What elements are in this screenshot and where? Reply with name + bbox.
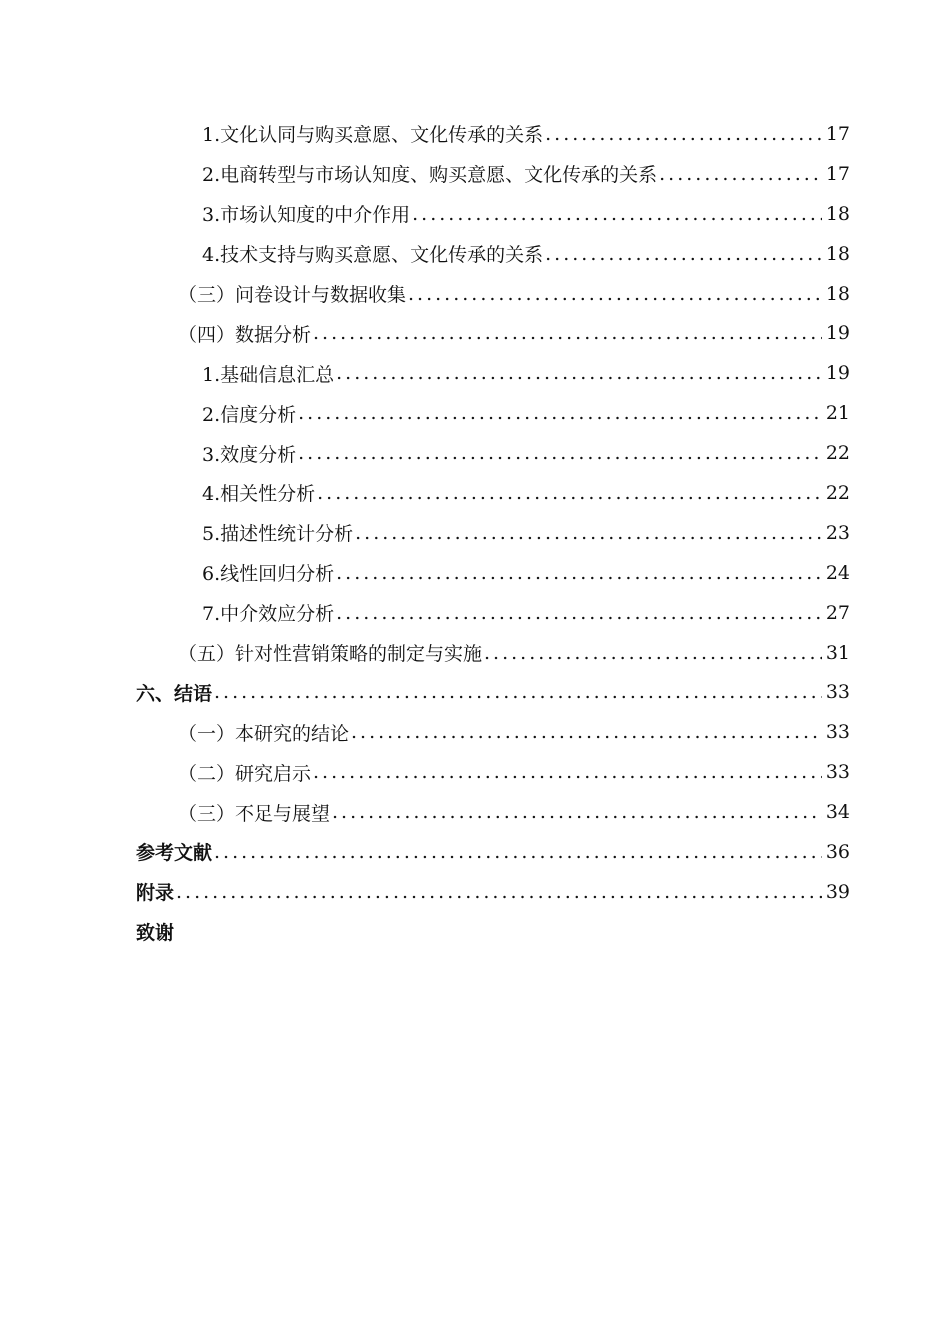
toc-entry[interactable] [0, 513, 950, 553]
toc-entry-page: 33 [825, 761, 850, 784]
toc-entry[interactable] [0, 274, 950, 314]
dot-leader [336, 602, 822, 624]
dot-leader [176, 881, 822, 903]
dot-leader [214, 841, 822, 863]
toc-entry-page: 19 [825, 362, 850, 385]
dot-leader [336, 362, 822, 384]
toc-entry-title: （一）本研究的结论 [178, 722, 350, 745]
toc-entry[interactable] [0, 712, 950, 752]
toc-entry[interactable] [0, 473, 950, 513]
toc-chapter[interactable] [0, 832, 950, 872]
toc-entry-page: 21 [825, 402, 850, 425]
toc-entry-title: 参考文献 [136, 842, 213, 865]
toc-entry-page: 18 [825, 242, 850, 265]
toc-entry-page: 27 [825, 601, 850, 624]
toc-entry-title: 1.基础信息汇总 [202, 363, 335, 386]
dot-leader [313, 322, 822, 344]
dot-leader [298, 442, 822, 464]
toc-entry-title: 4.技术支持与购买意愿、文化传承的关系 [202, 244, 544, 267]
toc-entry-page: 24 [825, 561, 850, 584]
toc-entry-page: 34 [825, 801, 850, 824]
toc-entry[interactable] [0, 393, 950, 433]
dot-leader [355, 522, 822, 544]
toc-entry-page: 33 [825, 681, 850, 704]
toc-entry[interactable] [0, 433, 950, 473]
toc-entry-title: 致谢 [136, 922, 175, 945]
dot-leader [351, 721, 822, 743]
toc-entry[interactable] [0, 234, 950, 274]
toc-entry-title: 2.信度分析 [202, 403, 297, 426]
toc-entry[interactable] [0, 792, 950, 832]
dot-leader [545, 123, 822, 145]
toc-entry[interactable] [0, 353, 950, 393]
toc-entry-title: 附录 [136, 882, 175, 905]
toc-entry[interactable] [0, 194, 950, 234]
toc-entry-title: （四）数据分析 [178, 323, 312, 346]
toc-entry[interactable] [0, 313, 950, 353]
toc-entry-page: 33 [825, 721, 850, 744]
toc-chapter[interactable] [0, 872, 950, 912]
dot-leader [659, 163, 822, 185]
dot-leader [408, 283, 822, 305]
toc-entry-title: 2.电商转型与市场认知度、购买意愿、文化传承的关系 [202, 164, 658, 187]
toc-entry-page: 22 [825, 442, 850, 465]
toc-entry-page: 18 [825, 282, 850, 305]
toc-entry[interactable] [0, 633, 950, 673]
dot-leader [313, 761, 822, 783]
toc-entry-title: 六、结语 [136, 682, 213, 705]
toc-entry[interactable] [0, 553, 950, 593]
toc-entry-title: 5.描述性统计分析 [202, 523, 354, 546]
toc-entry-title: 7.中介效应分析 [202, 603, 335, 626]
toc-entry-title: （三）不足与展望 [178, 802, 331, 825]
toc-entry-page: 19 [825, 322, 850, 345]
dot-leader [214, 681, 822, 703]
toc-entry-page: 39 [825, 880, 850, 903]
toc-entry[interactable] [0, 114, 950, 154]
toc-entry-title: 3.市场认知度的中介作用 [202, 204, 411, 227]
toc-entry-title: 1.文化认同与购买意愿、文化传承的关系 [202, 124, 544, 147]
toc-entry-title: 4.相关性分析 [202, 483, 316, 506]
toc-entry-page: 36 [825, 840, 850, 863]
toc-entry-title: 6.线性回归分析 [202, 563, 335, 586]
toc-chapter[interactable] [0, 672, 950, 712]
toc-entry-page: 18 [825, 202, 850, 225]
toc-entry-title: 3.效度分析 [202, 443, 297, 466]
table-of-contents [0, 114, 950, 952]
toc-entry-title: （五）针对性营销策略的制定与实施 [178, 643, 483, 666]
dot-leader [298, 402, 822, 424]
toc-entry-page: 17 [825, 122, 850, 145]
toc-entry[interactable] [0, 752, 950, 792]
toc-entry-page: 17 [825, 162, 850, 185]
toc-chapter[interactable] [0, 912, 950, 952]
dot-leader [317, 482, 822, 504]
dot-leader [332, 801, 822, 823]
toc-entry-page: 22 [825, 481, 850, 504]
toc-entry-title: （二）研究启示 [178, 762, 312, 785]
dot-leader [484, 642, 822, 664]
dot-leader [545, 243, 822, 265]
dot-leader [336, 562, 822, 584]
toc-entry-title: （三）问卷设计与数据收集 [178, 284, 407, 306]
dot-leader [412, 203, 822, 225]
toc-entry[interactable] [0, 593, 950, 633]
toc-entry-page: 23 [825, 521, 850, 544]
toc-entry-page: 31 [825, 641, 850, 664]
toc-entry[interactable] [0, 154, 950, 194]
